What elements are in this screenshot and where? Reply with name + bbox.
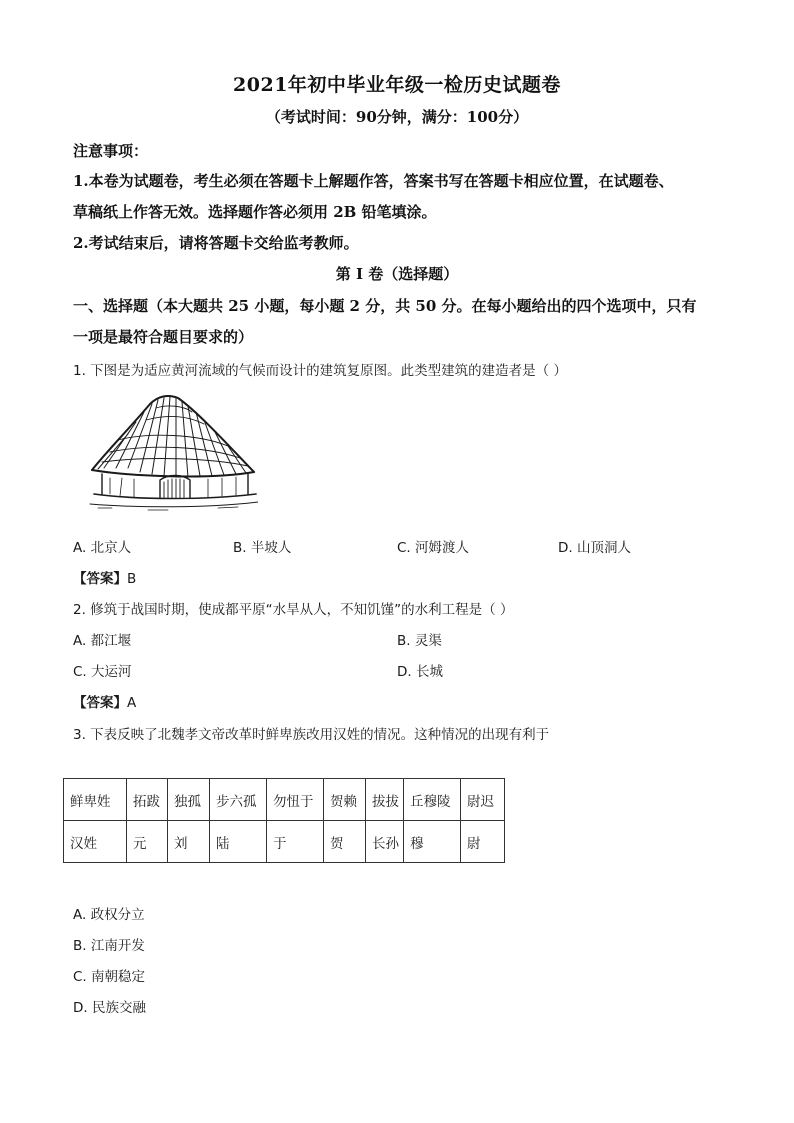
table-row	[64, 821, 505, 863]
table-cell: 步六孤	[210, 779, 267, 821]
question-3-option-d: D. 民族交融	[73, 1000, 146, 1016]
table-cell: 拔拔	[366, 779, 404, 821]
question-2-option-d: D. 长城	[397, 664, 443, 680]
notice-heading: 注意事项：	[73, 142, 149, 160]
question-3-stem: 3. 下表反映了北魏孝文帝改革时鲜卑族改用汉姓的情况。这种情况的出现有利于	[73, 727, 550, 743]
table-cell: 勿忸于	[267, 779, 324, 821]
answer-value: A	[127, 695, 137, 711]
surname-table	[63, 778, 505, 863]
question-2-option-b: B. 灵渠	[397, 633, 442, 649]
table-cell: 于	[267, 821, 324, 863]
question-2-option-a: A. 都江堰	[73, 633, 132, 649]
notice-item-1-line-2: 草稿纸上作答无效。选择题作答必须用 2B 铅笔填涂。	[73, 203, 437, 221]
question-1-option-a: A. 北京人	[73, 540, 132, 556]
section-instructions-line-2: 一项是最符合题目要求的）	[73, 328, 254, 346]
thatched-hut-illustration	[88, 390, 258, 512]
table-cell: 尉	[461, 821, 505, 863]
notice-item-2: 2.考试结束后，请将答题卡交给监考教师。	[73, 234, 359, 252]
question-3-option-a: A. 政权分立	[73, 907, 145, 923]
table-cell: 汉姓	[64, 821, 127, 863]
table-cell: 拓跋	[127, 779, 168, 821]
table-cell: 贺	[324, 821, 366, 863]
question-3-option-c: C. 南朝稳定	[73, 969, 146, 985]
question-2-stem: 2. 修筑于战国时期，使成都平原“水旱从人，不知饥馑”的水利工程是（ ）	[73, 602, 514, 618]
answer-label: 【答案】	[73, 695, 127, 711]
table-cell: 穆	[404, 821, 461, 863]
section-instructions-line-1: 一、选择题（本大题共 25 小题，每小题 2 分，共 50 分。在每小题给出的四个选项中，只有	[73, 297, 697, 315]
answer-label: 【答案】	[73, 571, 127, 587]
table-cell: 尉迟	[461, 779, 505, 821]
question-1-option-d: D. 山顶洞人	[558, 540, 631, 556]
table-cell: 元	[127, 821, 168, 863]
exam-info: （考试时间：90分钟，满分：100分）	[265, 108, 529, 126]
question-1-option-b: B. 半坡人	[233, 540, 292, 556]
table-cell: 陆	[210, 821, 267, 863]
table-cell: 贺赖	[324, 779, 366, 821]
question-2-option-c: C. 大运河	[73, 664, 132, 680]
page-title: 2021年初中毕业年级一检历史试题卷	[233, 74, 561, 96]
table-cell: 丘穆陵	[404, 779, 461, 821]
section-title: 第 I 卷（选择题）	[335, 265, 459, 283]
table-cell: 长孙	[366, 821, 404, 863]
question-1-stem: 1. 下图是为适应黄河流域的气候而设计的建筑复原图。此类型建筑的建造者是（ ）	[73, 363, 567, 379]
table-cell: 鲜卑姓	[64, 779, 127, 821]
table-cell: 刘	[168, 821, 210, 863]
question-1-option-c: C. 河姆渡人	[397, 540, 470, 556]
question-1-answer	[73, 567, 136, 587]
table-cell: 独孤	[168, 779, 210, 821]
table-row	[64, 779, 505, 821]
answer-value: B	[127, 571, 137, 587]
question-2-answer	[73, 691, 136, 711]
question-3-option-b: B. 江南开发	[73, 938, 145, 954]
notice-item-1-line-1: 1.本卷为试题卷，考生必须在答题卡上解题作答，答案书写在答题卡相应位置，在试题卷、	[73, 172, 674, 190]
